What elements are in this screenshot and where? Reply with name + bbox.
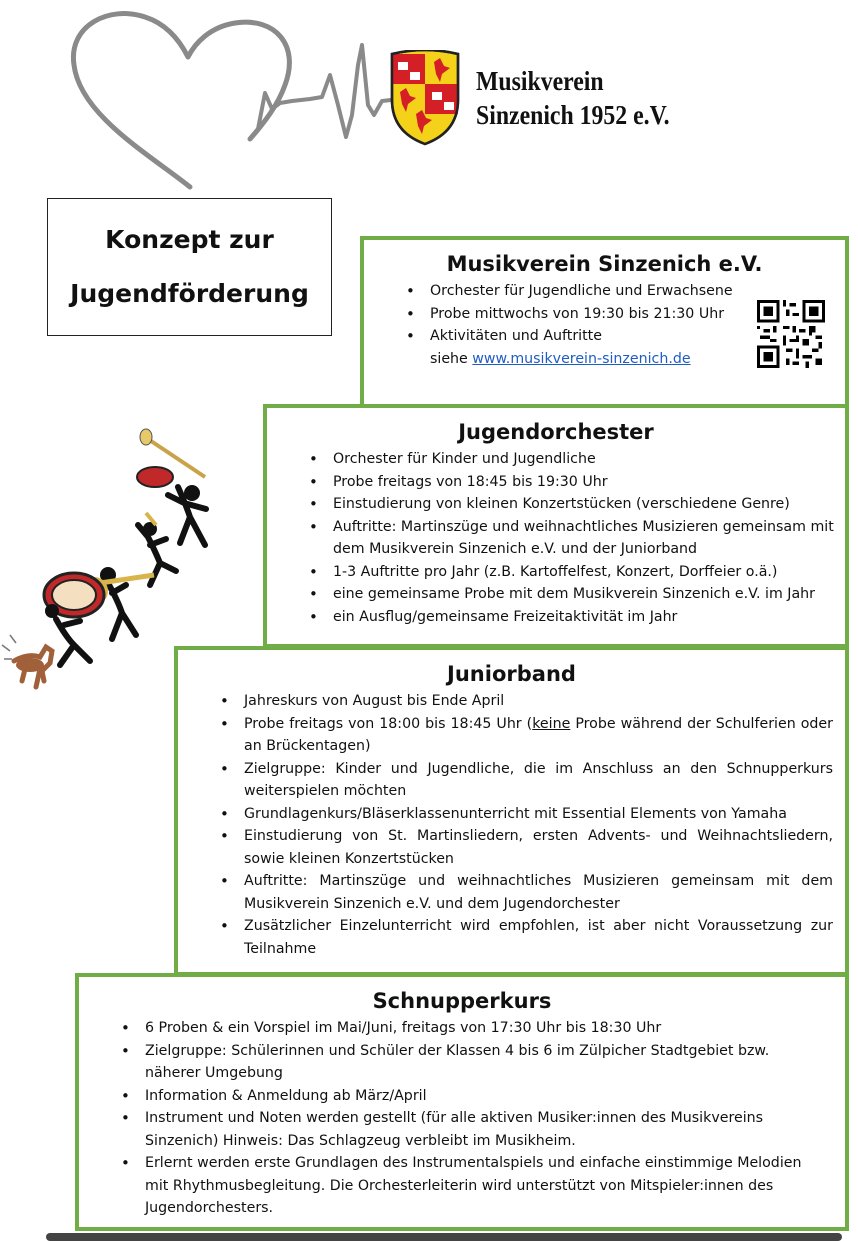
list-item: • Information & Anmeldung ab März/April bbox=[117, 1085, 815, 1108]
list-item: • Erlernt werden erste Grundlagen des Instrumentalspiels und einfache einstimmige Melodien mit Rhythmusbegleitung. Die Orchesterleiterin wird unterstützt von Mitspieler:innen des Jugendorchesters. bbox=[117, 1152, 815, 1220]
page-title-line1: Konzept zur bbox=[105, 225, 274, 254]
list-item-text: Aktivitäten und Auftritte bbox=[430, 328, 602, 344]
list-item: • 6 Proben & ein Vorspiel im Mai/Juni, freitags von 17:30 Uhr bis 18:30 Uhr bbox=[117, 1017, 815, 1040]
list-item: • Jahreskurs von August bis Ende April bbox=[216, 690, 833, 713]
list-item: • 1-3 Auftritte pro Jahr (z.B. Kartoffelfest, Konzert, Dorffeier o.ä.) bbox=[305, 561, 837, 584]
list-item: • Probe mittwochs von 19:30 bis 21:30 Uhr bbox=[402, 303, 845, 326]
list-item: • Probe freitags von 18:45 bis 19:30 Uhr bbox=[305, 471, 837, 494]
page-title-box bbox=[47, 198, 332, 336]
emphasis-text: keine bbox=[532, 715, 571, 732]
page-title-line2: Jugendförderung bbox=[70, 279, 309, 308]
list-item: • Orchester für Kinder und Jugendliche bbox=[305, 448, 837, 471]
juniorband-box bbox=[174, 646, 849, 976]
org-name bbox=[476, 64, 670, 132]
list-item: • Orchester für Jugendliche und Erwachsene bbox=[402, 280, 845, 303]
jugendorchester-box bbox=[263, 404, 849, 648]
list-item: • Zusätzlicher Einzelunterricht wird empfohlen, ist aber nicht Voraussetzung zur Teilnahme bbox=[216, 915, 833, 960]
coat-of-arms-logo bbox=[388, 50, 462, 146]
list-item-text: Probe freitags von 18:00 bis 18:45 Uhr ( bbox=[244, 715, 533, 732]
jugendorchester-list bbox=[305, 448, 837, 628]
list-item: • Einstudierung von St. Martinsliedern, ersten Advents- und Weihnachtsliedern, sowie kleinen Konzertstücken bbox=[216, 825, 833, 870]
list-item-text-rest: Probe während der Schulferien oder an Brückentagen) bbox=[244, 715, 833, 754]
juniorband-title: Juniorband bbox=[447, 662, 576, 686]
heart-heartbeat-icon bbox=[60, 5, 400, 195]
list-item: • Grundlagenkurs/Bläserklassenunterricht mit Essential Elements von Yamaha bbox=[216, 803, 833, 826]
list-item bbox=[216, 713, 833, 758]
musikverein-title: Musikverein Sinzenich e.V. bbox=[446, 252, 763, 276]
list-item: • ein Ausflug/gemeinsame Freizeitaktivität im Jahr bbox=[305, 606, 837, 629]
org-name-line2: Sinzenich 1952 e.V. bbox=[476, 100, 670, 130]
list-item: • Zielgruppe: Kinder und Jugendliche, die im Anschluss an den Schnupperkurs weiterspielen möchten bbox=[216, 758, 833, 803]
schnupperkurs-list bbox=[117, 1017, 815, 1220]
list-item: • Einstudierung von kleinen Konzertstücken (verschiedene Genre) bbox=[305, 493, 837, 516]
schnupperkurs-title: Schnupperkurs bbox=[372, 989, 552, 1013]
jugendorchester-title: Jugendorchester bbox=[458, 420, 654, 444]
qr-code-icon[interactable] bbox=[757, 300, 825, 368]
website-link[interactable]: www.musikverein-sinzenich.de bbox=[472, 350, 691, 367]
juniorband-list bbox=[216, 690, 833, 960]
list-item: • Auftritte: Martinszüge und weihnachtliches Musizieren gemeinsam mit dem Musikverein Sinzenich e.V. und der Juniorband bbox=[305, 516, 837, 561]
schnupperkurs-box bbox=[75, 973, 849, 1231]
list-item: • Instrument und Noten werden gestellt (für alle aktiven Musiker:innen des Musikvereins Sinzenich) Hinweis: Das Schlagzeug verbleibt im Musikheim. bbox=[117, 1107, 815, 1152]
bottom-divider bbox=[46, 1233, 842, 1241]
list-item: • Zielgruppe: Schülerinnen und Schüler der Klassen 4 bis 6 im Zülpicher Stadtgebiet bzw. näherer Umgebung bbox=[117, 1040, 815, 1085]
list-item: • eine gemeinsame Probe mit dem Musikverein Sinzenich e.V. im Jahr bbox=[305, 583, 837, 606]
org-name-line1: Musikverein bbox=[476, 66, 604, 96]
list-item: • Auftritte: Martinszüge und weihnachtliches Musizieren gemeinsam mit dem Musikverein Sinzenich e.V. und dem Jugendorchester bbox=[216, 870, 833, 915]
link-prefix: siehe bbox=[430, 350, 473, 367]
